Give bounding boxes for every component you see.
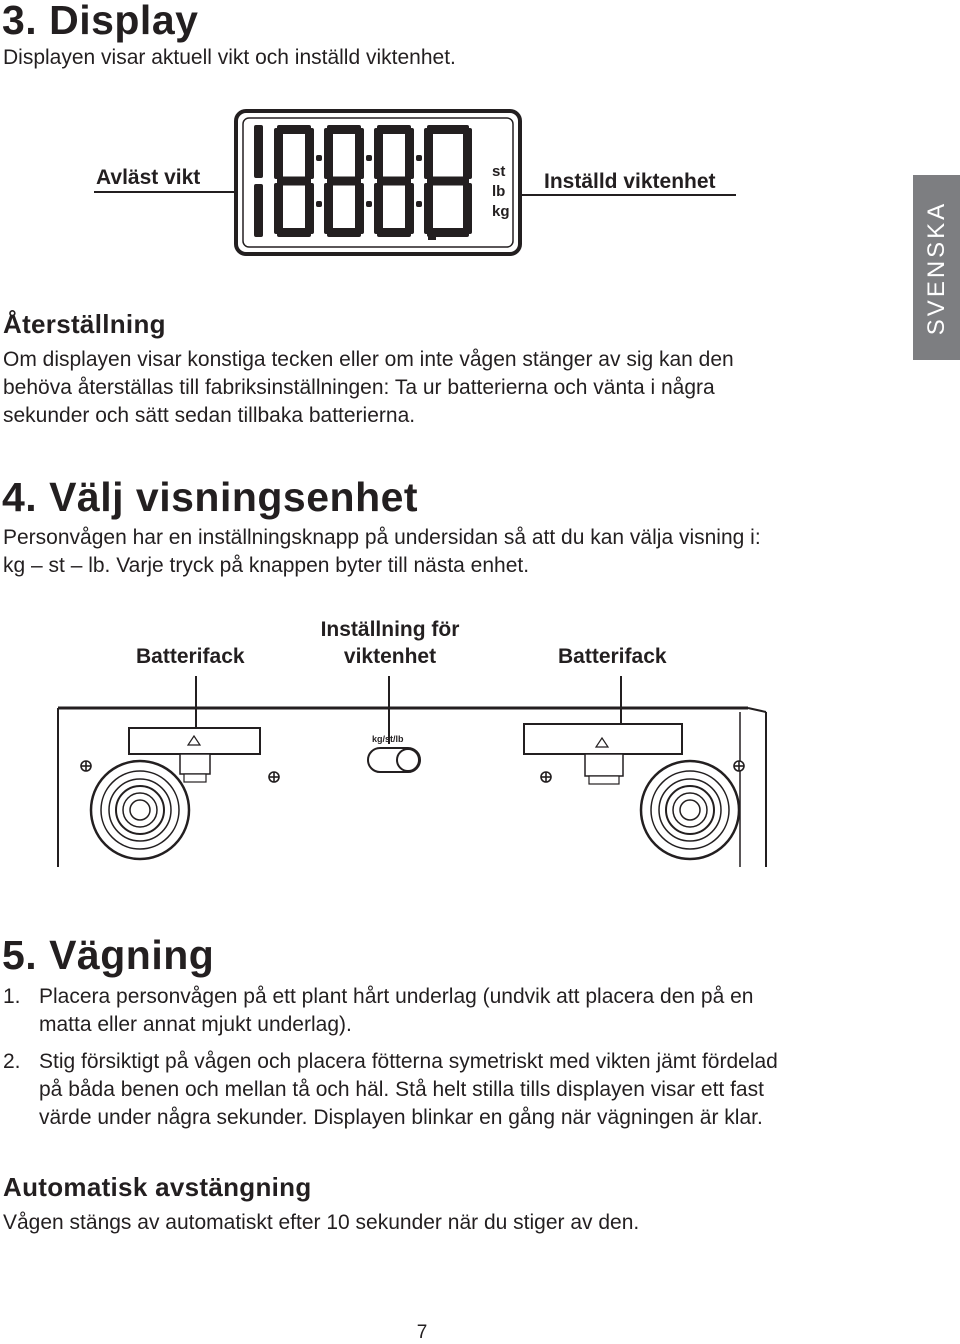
unit-kg: kg bbox=[492, 203, 510, 220]
list-item bbox=[3, 983, 903, 1039]
list-item-number: 1. bbox=[3, 985, 21, 1008]
battery-compartment-left bbox=[129, 728, 260, 754]
language-tab bbox=[913, 175, 960, 360]
label-battery-right: Batterifack bbox=[558, 645, 667, 668]
list-item-line: matta eller annat mjukt underlag). bbox=[39, 1013, 352, 1036]
reset-text bbox=[3, 346, 903, 430]
label-unit-setting bbox=[290, 616, 490, 670]
page-number bbox=[0, 1322, 960, 1344]
section-3-intro: Displayen visar aktuell vikt och inställd viktenhet. bbox=[3, 46, 456, 69]
section-4-text bbox=[3, 524, 903, 580]
label-read-weight: Avläst vikt bbox=[96, 166, 201, 189]
label-battery-left: Batterifack bbox=[136, 645, 245, 668]
reset-line: sekunder och sätt sedan tillbaka batterierna. bbox=[3, 404, 416, 427]
unit-lb: lb bbox=[492, 183, 506, 200]
unit-labels bbox=[492, 162, 510, 222]
switch-label: kg/st/lb bbox=[372, 734, 404, 744]
list-item-line: på båda benen och mellan tå och häl. Stå helt stilla tills displayen visar ett fast bbox=[39, 1078, 764, 1101]
auto-off-heading: Automatisk avstängning bbox=[3, 1172, 312, 1202]
list-item-number: 2. bbox=[3, 1050, 21, 1073]
label-unit-setting-line: viktenhet bbox=[343, 645, 437, 668]
section-4-heading: 4. Välj visningsenhet bbox=[2, 474, 419, 520]
unit-st: st bbox=[492, 163, 506, 180]
reset-line: behöva återställas till fabriksinställningen: Ta ur batterierna och vänta i några bbox=[3, 376, 715, 399]
section-3-heading: 3. Display bbox=[2, 0, 199, 43]
list-item-line: Placera personvågen på ett plant hårt underlag (undvik att placera den på en bbox=[39, 985, 754, 1008]
reset-line: Om displayen visar konstiga tecken eller om inte vågen stänger av sig kan den bbox=[3, 348, 734, 371]
reset-heading: Återställning bbox=[3, 309, 166, 339]
list-item-line: Stig försiktigt på vågen och placera fötterna symetriskt med vikten jämt fördelad bbox=[39, 1050, 778, 1073]
list-item-line: värde under några sekunder. Displayen blinkar en gång när vägningen är klar. bbox=[39, 1106, 763, 1129]
language-tab-label: SVENSKA bbox=[922, 200, 950, 335]
page-number-value: 7 bbox=[416, 1322, 428, 1343]
section-4-line: Personvågen har en inställningsknapp på undersidan så att du kan välja visning i: bbox=[3, 526, 761, 549]
auto-off-text: Vågen stängs av automatiskt efter 10 sekunder när du stiger av den. bbox=[3, 1211, 640, 1234]
weighing-steps bbox=[3, 983, 903, 1039]
label-unit-setting-line: Inställning för bbox=[320, 618, 460, 641]
list-item bbox=[3, 1048, 903, 1132]
section-4-line: kg – st – lb. Varje tryck på knappen byter till nästa enhet. bbox=[3, 554, 530, 577]
weighing-steps-2 bbox=[3, 1048, 903, 1132]
scale-underside-illustration bbox=[50, 672, 780, 872]
section-5-heading: 5. Vägning bbox=[2, 932, 215, 978]
lcd-display-illustration bbox=[90, 105, 750, 265]
label-set-unit: Inställd viktenhet bbox=[544, 170, 716, 193]
